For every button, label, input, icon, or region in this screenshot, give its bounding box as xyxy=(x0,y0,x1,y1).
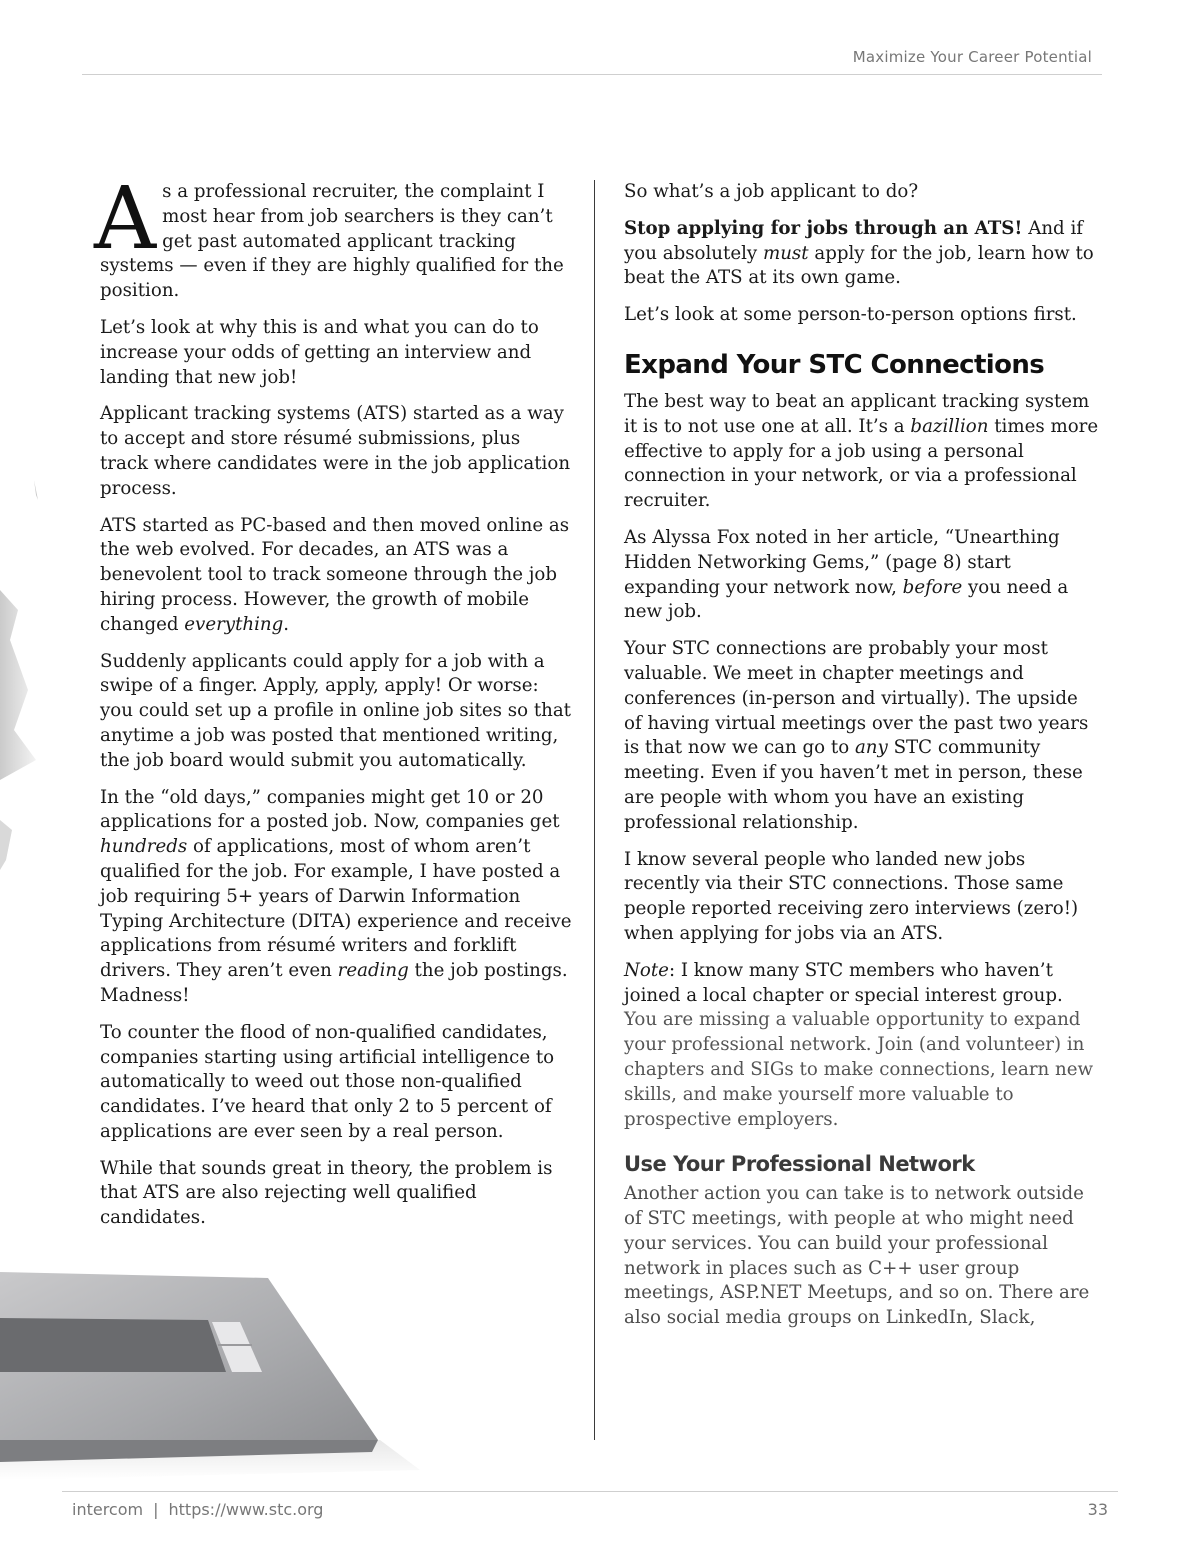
paragraph xyxy=(624,526,1100,625)
text-run: The best way to beat an applicant tracking system it is to not use one at all. It’s a xyxy=(624,390,1090,437)
paragraph xyxy=(624,217,1100,291)
column-divider xyxy=(594,180,595,1440)
emphasis-text: any xyxy=(854,737,888,759)
paragraph: Suddenly applicants could apply for a job with a swipe of a finger. Apply, apply, apply! Or worse: you could set up a profile in online job sites so that anytime a job was posted that mentioned writing, the job board would submit you automatically. xyxy=(100,650,571,771)
paragraph: Let’s look at some person-to-person options first. xyxy=(624,304,1077,326)
paragraph: I know several people who landed new jobs recently via their STC connections. Those same people reported receiving zero interviews (zero!) when applying for jobs via an ATS. xyxy=(624,848,1079,944)
text-run: In the “old days,” companies might get 10 or 20 applications for a posted job. Now, companies get xyxy=(100,786,560,833)
note-paragraph xyxy=(624,959,1100,1133)
paragraph xyxy=(100,786,572,1009)
emphasis-text: everything xyxy=(184,613,284,635)
text-run: the job postings. Madness! xyxy=(100,960,568,1006)
page-number: 33 xyxy=(1087,1500,1108,1519)
text-run: And if you absolutely xyxy=(624,217,1084,264)
publication-name: intercom xyxy=(72,1500,144,1519)
emphasis-text: reading xyxy=(337,960,409,982)
intro-paragraph xyxy=(94,169,572,304)
paragraph: Another action you can take is to network outside of STC meetings, with people at who might need your services. You can build your professional network in places such as C++ user group meetings, ASP.NET Meetups, and so on. There are also social media groups on LinkedIn, Slack, xyxy=(624,1183,1090,1329)
paragraph: To counter the flood of non-qualified candidates, companies starting using artificial intelligence to automatically to weed out those non-qualified candidates. I’ve heard that only 2 to 5 percent of applications are ever seen by a real person. xyxy=(100,1021,555,1142)
crumpled-paper-shape xyxy=(0,590,36,780)
footer-rule xyxy=(62,1491,1118,1492)
paragraph xyxy=(624,390,1100,514)
footer-publication xyxy=(72,1500,323,1519)
paragraph: While that sounds great in theory, the problem is that ATS are also rejecting well qualified candidates. xyxy=(100,1157,553,1229)
footer-separator: | xyxy=(153,1500,159,1519)
section-heading: Expand Your STC Connections xyxy=(624,349,1045,380)
paragraph xyxy=(100,514,572,638)
paragraph: So what’s a job applicant to do? xyxy=(624,181,919,202)
text-run: : I know many STC members who haven’t joined a local chapter or special interest group. xyxy=(624,959,1063,1006)
emphasis-text: hundreds xyxy=(100,836,188,858)
text-run: times more effective to apply for a job using a personal connection in your network, or via a professional recruiter. xyxy=(624,415,1099,512)
emphasis-text: must xyxy=(762,242,809,264)
text-run: apply for the job, learn how to beat the ATS at its own game. xyxy=(624,242,1094,289)
paper-fragment-shape xyxy=(0,820,12,870)
emphasis-text: before xyxy=(902,576,963,598)
text-run: Your STC connections are probably your most valuable. We meet in chapter meetings and conferences (in-person and virtually). The upside of having virtual meetings over the past two years is that now we can go to xyxy=(624,638,1089,759)
right-column xyxy=(624,180,1100,1343)
text-run: You are missing a valuable opportunity to expand your professional network. Join (and volunteer) in chapters and SIGs to make connections, learn new skills, and make yourself more valuable to prospective employers. xyxy=(624,1009,1094,1130)
paragraph xyxy=(624,637,1100,835)
paper-fragment-shape xyxy=(34,480,38,500)
note-label: Note xyxy=(624,959,669,981)
left-column xyxy=(94,169,572,1243)
running-header-title: Maximize Your Career Potential xyxy=(852,48,1092,66)
bold-text: Stop applying for jobs through an ATS! xyxy=(624,217,1023,239)
header-rule xyxy=(82,74,1102,75)
emphasis-text: bazillion xyxy=(910,415,989,437)
laptop-screen xyxy=(0,1318,226,1372)
paragraph: Applicant tracking systems (ATS) started as a way to accept and store résumé submissions, plus track where candidates were in the job application process. xyxy=(100,403,571,499)
footer-url-link[interactable]: https://www.stc.org xyxy=(168,1500,324,1519)
text-run: As Alyssa Fox noted in her article, “Unearthing Hidden Networking Gems,” (page 8) start expanding your network now, xyxy=(624,526,1060,598)
intro-text: s a professional recruiter, the complaint I most hear from job searchers is they can’t get past automated applicant tracking systems — even if they are highly qualified for the position. xyxy=(100,181,564,302)
text-run: STC community meeting. Even if you haven’t met in person, these are people with whom you have an existing professional relationship. xyxy=(624,737,1083,833)
subsection-heading: Use Your Professional Network xyxy=(624,1152,975,1177)
text-run: ATS started as PC-based and then moved online as the web evolved. For decades, an ATS was a benevolent tool to track someone through the job hiring process. However, the growth of mobile changed xyxy=(100,514,570,635)
text-run: you need a new job. xyxy=(624,576,1069,623)
paragraph: Let’s look at why this is and what you can do to increase your odds of getting an interview and landing that new job! xyxy=(100,316,539,388)
text-run: . xyxy=(283,613,290,635)
drop-cap: A xyxy=(94,169,157,269)
text-run: of applications, most of whom aren’t qualified for the job. For example, I have posted a job requiring 5+ years of Darwin Information Typing Architecture (DITA) experience and receive applications from résumé writers and forklift drivers. They aren’t even xyxy=(100,836,572,982)
